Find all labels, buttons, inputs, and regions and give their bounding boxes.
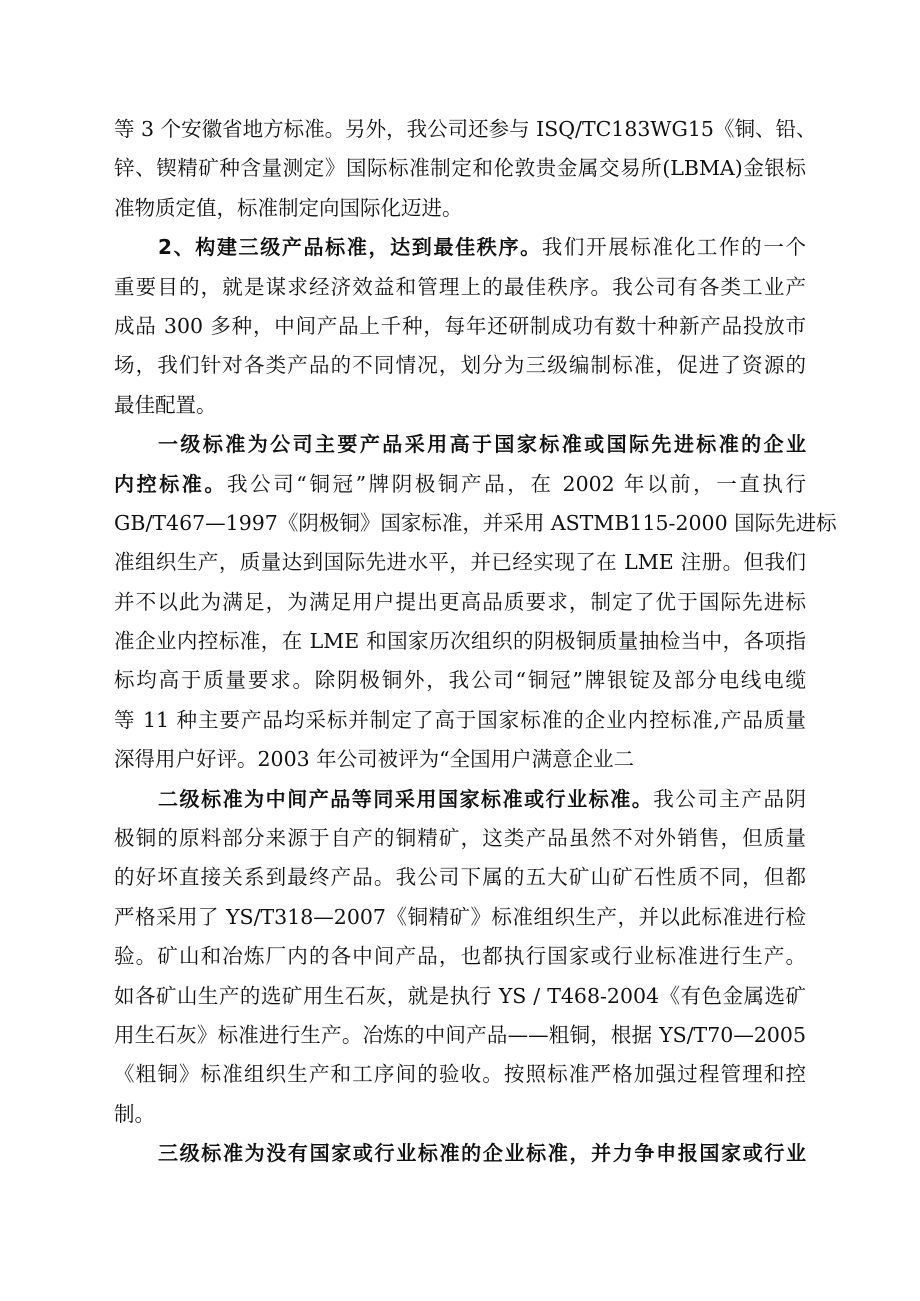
paragraph-2 [114, 228, 806, 425]
text-line: GB/T467—1997《阴极铜》国家标准，并采用 ASTMB115-2000 国际先进标 [114, 510, 837, 535]
text-line: 等 11 种主要产品均采标并制定了高于国家标准的企业内控标准,产品质量 [114, 707, 806, 732]
line-text: 我公司“铜冠”牌阴极铜产品，在 2002 年以前，一直执行 [227, 471, 807, 496]
text-line: 最佳配置。 [114, 392, 217, 417]
text-line: 极铜的原料部分来源于自产的铜精矿，这类产品虽然不对外销售，但质量 [114, 826, 806, 851]
paragraph-3 [114, 425, 837, 780]
text-line: 用生石灰》标准进行生产。冶炼的中间产品——粗铜，根据 YS/T70—2005 [114, 1022, 806, 1047]
line-text: 我们开展标准化工作的一个 [541, 235, 807, 260]
text-line: 的好坏直接关系到最终产品。我公司下属的五大矿山矿石性质不同，但都 [114, 865, 806, 890]
text-line [114, 228, 806, 267]
text-line: 《粗铜》标准组织生产和工序间的验收。按照标准严格加强过程管理和控 [114, 1062, 806, 1087]
text-line: 锌、锲精矿种含量测定》国际标准制定和伦敦贵金属交易所(LBMA)金银标 [114, 156, 806, 181]
text-line: 准物质定值，标准制定向国际化迈进。 [114, 195, 463, 220]
paragraph-4 [114, 780, 806, 1135]
text-line [114, 425, 806, 464]
line-text: 我公司主产品阴 [653, 786, 807, 811]
text-line: 如各矿山生产的选矿用生石灰，就是执行 YS / T468-2004《有色金属选矿 [114, 983, 806, 1008]
bold-heading: 内控标准。 [114, 471, 227, 496]
document-page [114, 110, 837, 1174]
text-line: 重要目的，就是谋求经济效益和管理上的最佳秩序。我公司有各类工业产 [114, 274, 806, 299]
text-line: 准企业内控标准，在 LME 和国家历次组织的阴极铜质量抽检当中，各项指 [114, 629, 806, 654]
paragraph-1 [114, 110, 817, 228]
text-line: 等 3 个安徽省地方标准。另外，我公司还参与 ISQ/TC183WG15《铜、铅、 [114, 117, 817, 141]
text-line [114, 1134, 806, 1173]
text-line: 成品 300 多种，中间产品上千种，每年还研制成功有数十种新产品投放市 [114, 313, 806, 338]
text-line: 严格采用了 YS/T318—2007《铜精矿》标准组织生产，并以此标准进行检 [114, 904, 806, 929]
text-line: 标均高于质量要求。除阴极铜外，我公司“铜冠”牌银锭及部分电线电缆 [114, 668, 806, 693]
text-line [114, 780, 806, 819]
bold-heading: 三级标准为没有国家或行业标准的企业标准，并力争申报国家或行业 [158, 1141, 806, 1166]
paragraph-5 [114, 1134, 806, 1173]
text-line: 准组织生产，质量达到国际先进水平，并已经实现了在 LME 注册。但我们 [114, 550, 806, 575]
text-line: 验。矿山和冶炼厂内的各中间产品，也都执行国家或行业标准进行生产。 [114, 944, 806, 969]
text-line: 场，我们针对各类产品的不同情况，划分为三级编制标准，促进了资源的 [114, 353, 806, 378]
text-line: 深得用户好评。2003 年公司被评为“全国用户满意企业二 [114, 747, 635, 772]
bold-heading: 2、构建三级产品标准，达到最佳秩序。 [158, 235, 542, 260]
bold-heading: 二级标准为中间产品等同采用国家标准或行业标准。 [158, 786, 654, 811]
text-line [114, 465, 806, 504]
text-line: 并不以此为满足，为满足用户提出更高品质要求，制定了优于国际先进标 [114, 589, 806, 614]
bold-heading: 一级标准为公司主要产品采用高于国家标准或国际先进标准的企业 [158, 432, 806, 457]
text-line: 制。 [114, 1101, 155, 1126]
